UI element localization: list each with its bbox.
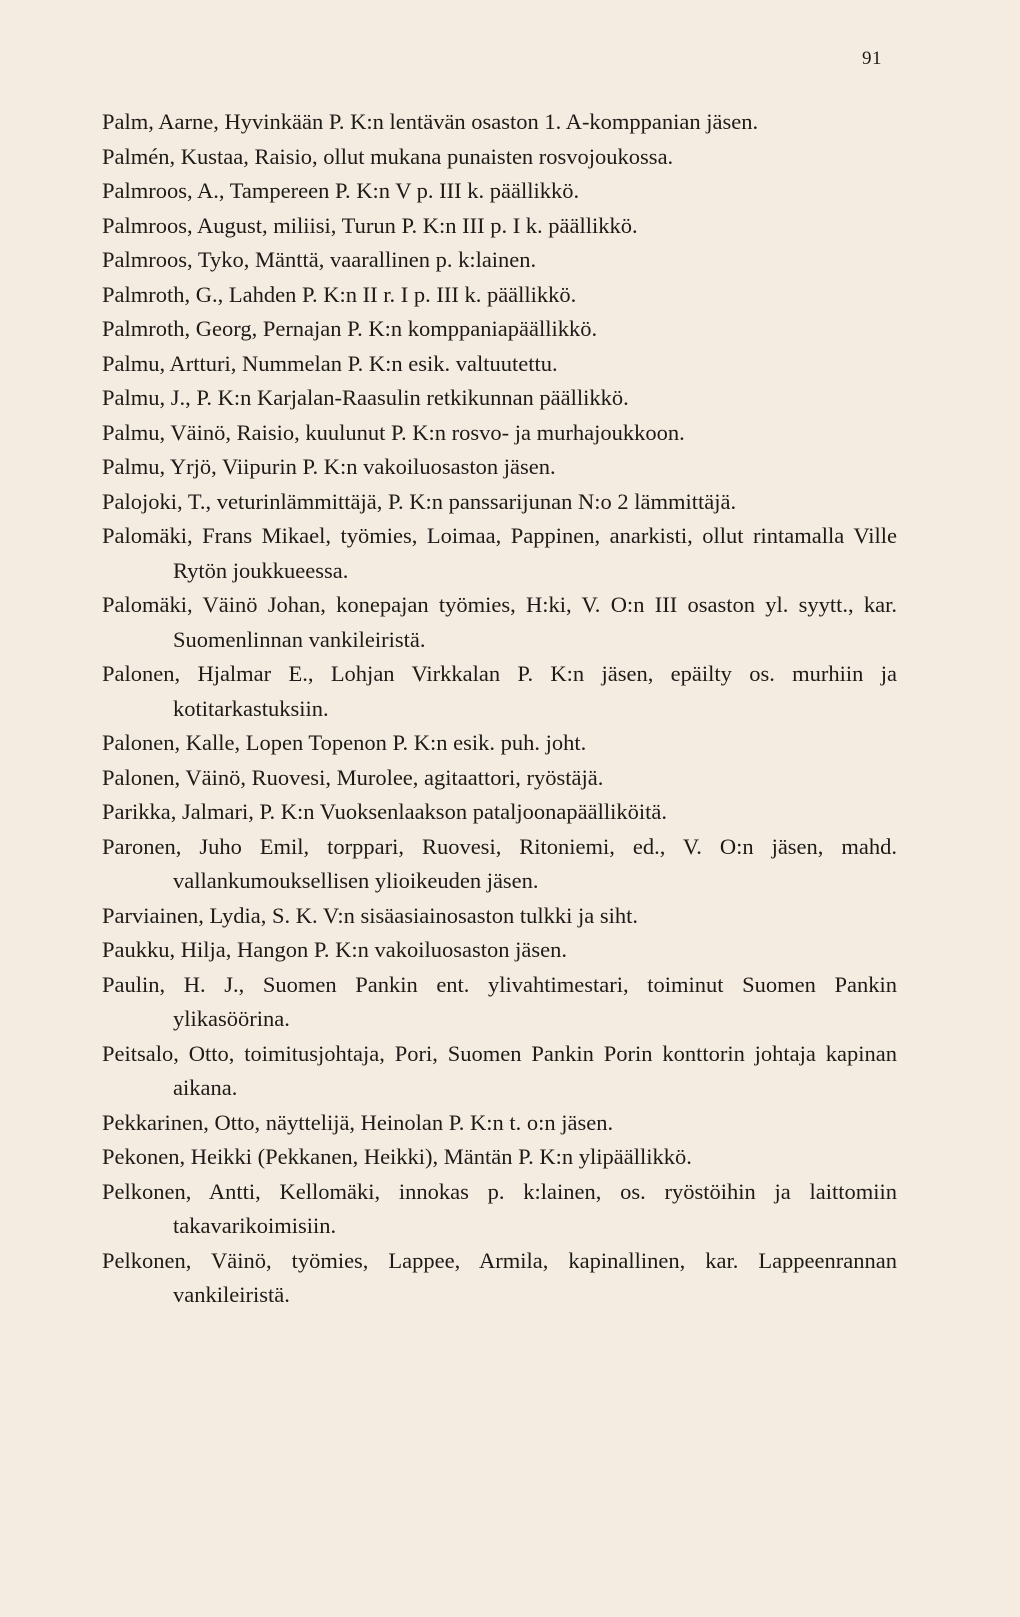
page-number: 91 — [862, 48, 882, 69]
list-item: Pekkarinen, Otto, näyttelijä, Heinolan P. K:n t. o:n jäsen. — [102, 1109, 614, 1135]
list-item: Palojoki, T., veturinlämmittäjä, P. K:n panssarijunan N:o 2 lämmittäjä. — [102, 488, 737, 514]
list-item: Palmu, Yrjö, Viipurin P. K:n vakoiluosaston jäsen. — [102, 454, 556, 479]
list-item: Pekonen, Heikki (Pekkanen, Heikki), Mäntän P. K:n ylipäällikkö. — [102, 1144, 692, 1169]
list-item: Palmén, Kustaa, Raisio, ollut mukana punaisten rosvojoukossa. — [102, 143, 674, 169]
list-item: Parikka, Jalmari, P. K:n Vuoksenlaakson pataljoonapäälliköitä. — [102, 799, 667, 824]
list-item: Palmroos, Tyko, Mänttä, vaarallinen p. k:lainen. — [102, 247, 537, 272]
list-item: Palmroos, August, miliisi, Turun P. K:n III p. I k. päällikkö. — [102, 212, 638, 238]
entry-list — [102, 105, 897, 1313]
list-item: Palm, Aarne, Hyvinkään P. K:n lentävän osaston 1. A-komppanian jäsen. — [102, 109, 759, 134]
list-item: Paukku, Hilja, Hangon P. K:n vakoiluosaston jäsen. — [102, 937, 567, 962]
list-item: Palmu, Artturi, Nummelan P. K:n esik. valtuutettu. — [102, 350, 558, 376]
list-item: Palomäki, Frans Mikael, työmies, Loimaa, Pappinen, anarkisti, ollut rintamalla Ville Rytön joukkueessa. — [102, 523, 897, 583]
list-item: Palonen, Kalle, Lopen Topenon P. K:n esik. puh. joht. — [102, 730, 587, 755]
list-item: Palmu, J., P. K:n Karjalan-Raasulin retkikunnan päällikkö. — [102, 385, 629, 410]
list-item: Palmroos, A., Tampereen P. K:n V p. III k. päällikkö. — [102, 178, 580, 203]
list-item: Palonen, Väinö, Ruovesi, Murolee, agitaattori, ryöstäjä. — [102, 764, 604, 790]
list-item: Paulin, H. J., Suomen Pankin ent. ylivahtimestari, toiminut Suomen Pankin ylikasöörina. — [102, 971, 897, 1031]
list-item: Palmu, Väinö, Raisio, kuulunut P. K:n rosvo- ja murhajoukkoon. — [102, 419, 685, 445]
list-item: Palomäki, Väinö Johan, konepajan työmies, H:ki, V. O:n III osaston yl. syytt., kar. Suomenlinnan vankileiristä. — [102, 592, 897, 652]
list-item: Paronen, Juho Emil, torppari, Ruovesi, Ritoniemi, ed., V. O:n jäsen, mahd. vallankumouksellisen ylioikeuden jäsen. — [102, 833, 897, 893]
list-item: Parviainen, Lydia, S. K. V:n sisäasiainosaston tulkki ja siht. — [102, 902, 639, 928]
list-item: Pelkonen, Väinö, työmies, Lappee, Armila, kapinallinen, kar. Lappeenrannan vankileiristä. — [102, 1247, 897, 1307]
list-item: Palmroth, G., Lahden P. K:n II r. I p. III k. päällikkö. — [102, 281, 577, 307]
list-item: Palonen, Hjalmar E., Lohjan Virkkalan P. K:n jäsen, epäilty os. murhiin ja kotitarkastuksiin. — [102, 661, 897, 721]
list-item: Palmroth, Georg, Pernajan P. K:n komppaniapäällikkö. — [102, 316, 598, 341]
list-item: Peitsalo, Otto, toimitusjohtaja, Pori, Suomen Pankin Porin konttorin johtaja kapinan aikana. — [102, 1040, 897, 1100]
list-item: Pelkonen, Antti, Kellomäki, innokas p. k:lainen, os. ryöstöihin ja laittomiin takavarikoimisiin. — [102, 1178, 897, 1238]
